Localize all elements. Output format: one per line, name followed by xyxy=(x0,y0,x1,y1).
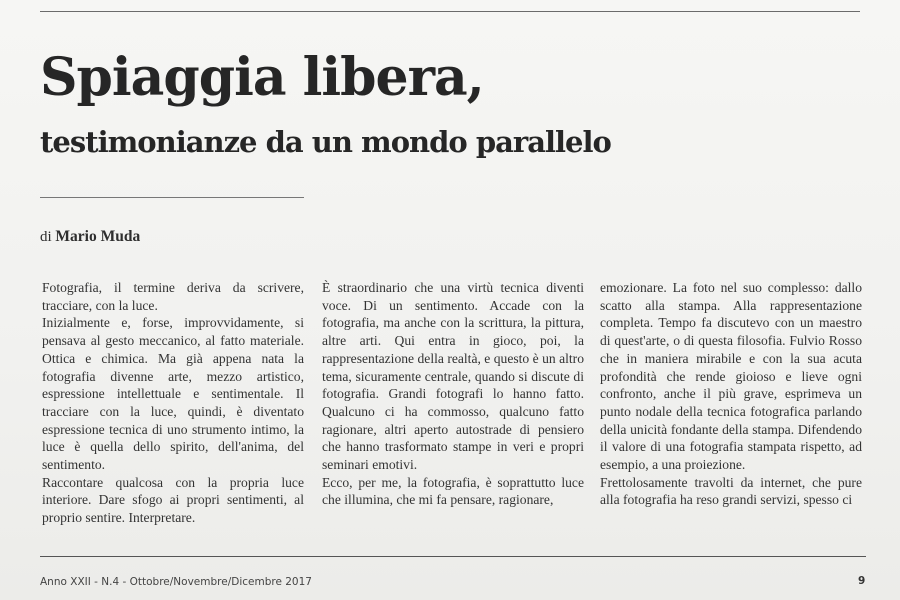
text-column-3 xyxy=(600,279,862,509)
paragraph: Frettolosamente travolti da internet, che pure alla fotografia ha reso grandi servizi, spesso ci xyxy=(600,474,862,508)
paragraph: Inizialmente e, forse, improvvidamente, si pensava al gesto meccanico, al fatto materiale. Ottica e chimica. Ma già appena nata la fotografia divenne arte, mezzo artistico, espressione intellettuale e sentimentale. Il tracciare con la luce, quindi, è diventato espressione tecnica di uno strumento intimo, la luce è quella dello spirito, dell'anima, del sentimento. xyxy=(42,315,304,473)
article-title: Spiaggia libera, xyxy=(40,47,484,108)
text-column-1 xyxy=(42,279,304,527)
issue-info: Anno XXII - N.4 - Ottobre/Novembre/Dicembre 2017 xyxy=(40,576,312,588)
paragraph: Fotografia, il termine deriva da scrivere, tracciare, con la luce. xyxy=(42,280,304,313)
paragraph: emozionare. La foto nel suo complesso: dallo scatto alla stampa. Alla rappresentazione completa. Tempo fa discutevo con un maestro di quest'arte, o di questa filosofia. Fulvio Rosso che in maniera mirabile e con la sua acuta profondità che rende gioioso e lieve ogni confronto, anche il più grave, esprimeva un punto nodale della tecnica fotografica parlando della unicità fondante della stampa. Difendendo il valore di una fotografia stampata rispetto, ad esempio, a una proiezione. xyxy=(600,280,862,473)
byline-prefix: di xyxy=(40,229,52,245)
byline xyxy=(40,228,140,246)
text-column-2 xyxy=(322,279,584,509)
article-subtitle: testimonianze da un mondo parallelo xyxy=(40,125,611,159)
paragraph: Raccontare qualcosa con la propria luce interiore. Dare sfogo ai propri sentimenti, al proprio sentire. Interpretare. xyxy=(42,474,304,526)
title-divider xyxy=(40,197,304,198)
paragraph: È straordinario che una virtù tecnica diventi voce. Di un sentimento. Accade con la fotografia, ma anche con la scrittura, la pittura, altre arti. Qui entra in gioco, poi, la rappresentazione della realtà, e questo è un altro tema, sicuramente centrale, quando si discute di fotografia. Grandi fotografi lo hanno fatto. Qualcuno ci ha commosso, qualcuno fatto ragionare, altri aperto autostrade di pensiero che hanno trasformato stampe in veri e propri seminari emotivi. xyxy=(322,280,584,473)
paragraph: Ecco, per me, la fotografia, è soprattutto luce che illumina, che mi fa pensare, ragionare, xyxy=(322,474,584,508)
page-number: 9 xyxy=(858,575,866,587)
top-rule xyxy=(40,11,860,12)
author-name: Mario Muda xyxy=(55,228,141,245)
footer-rule xyxy=(40,556,866,557)
